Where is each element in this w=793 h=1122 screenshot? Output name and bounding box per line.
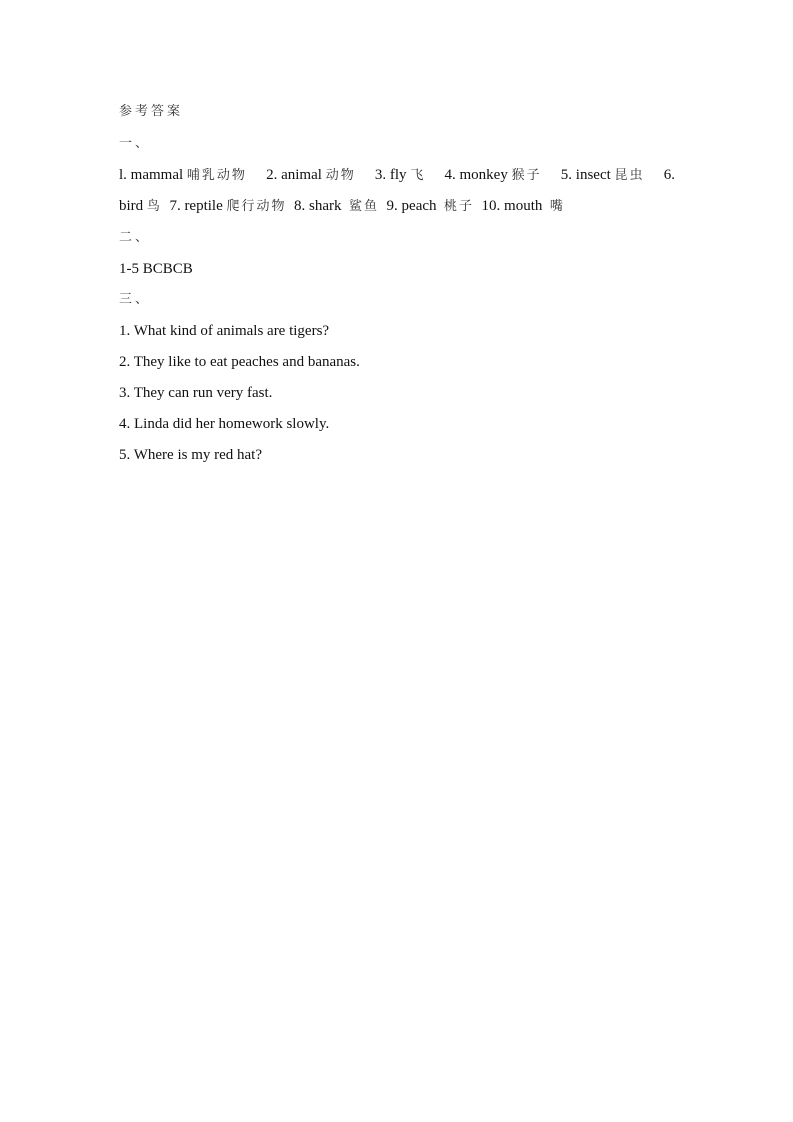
vocab-item: 2. animal 动物 bbox=[266, 167, 356, 183]
vocab-item: 3. fly 飞 bbox=[374, 167, 426, 183]
section-1-heading: 一、 bbox=[119, 136, 152, 151]
vocab-item: 8. shark 鲨鱼 bbox=[294, 198, 380, 214]
sentence-1: 1. What kind of animals are tigers? bbox=[119, 323, 330, 339]
sentence-2: 2. They like to eat peaches and bananas. bbox=[119, 354, 360, 370]
sentence-5: 5. Where is my red hat? bbox=[119, 447, 263, 463]
vocab-item: bird 鸟 bbox=[119, 198, 162, 214]
vocab-item: 10. mouth 嘴 bbox=[481, 198, 565, 214]
vocab-item: 7. reptile 爬行动物 bbox=[169, 198, 287, 214]
vocab-item: 9. peach 桃子 bbox=[386, 198, 475, 214]
sentence-3: 3. They can run very fast. bbox=[119, 385, 273, 401]
vocab-item: 6. bbox=[663, 167, 675, 183]
vocab-item: l. mammal 哺乳动物 bbox=[119, 167, 247, 183]
vocab-item: 4. monkey 猴子 bbox=[444, 167, 542, 183]
section-3-heading: 三、 bbox=[119, 292, 152, 307]
sentence-4: 4. Linda did her homework slowly. bbox=[119, 416, 330, 432]
section-2-heading: 二、 bbox=[119, 230, 152, 245]
answer-key-title: 参考答案 bbox=[119, 104, 184, 119]
vocab-row-2 bbox=[119, 196, 565, 217]
choice-answers: 1-5 BCBCB bbox=[119, 261, 193, 277]
vocab-row-1 bbox=[119, 165, 675, 186]
vocab-item: 5. insect 昆虫 bbox=[560, 167, 645, 183]
